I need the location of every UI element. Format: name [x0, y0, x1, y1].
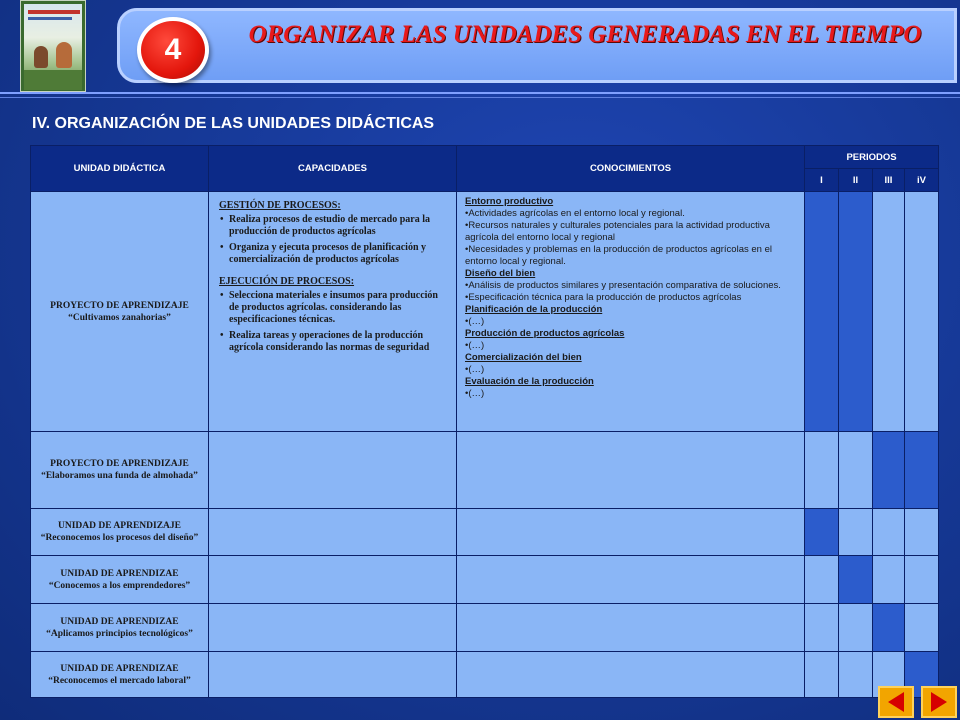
conocimiento-item: •Especificación técnica para la producción de productos agrícolas: [465, 292, 742, 303]
section-title: IV. ORGANIZACIÓN DE LAS UNIDADES DIDÁCTICAS: [32, 115, 435, 132]
header-period-3: III: [873, 169, 905, 192]
conocimiento-item: •Necesidades y problemas en la producción de productos agrícolas en el entorno local y regional.: [465, 244, 772, 267]
period-cell: [873, 509, 905, 556]
conocimiento-item: •Actividades agrícolas en el entorno local y regional.: [465, 208, 685, 219]
period-cell: [839, 432, 873, 509]
conocimiento-heading: Entorno productivo: [465, 196, 554, 207]
divider: [0, 97, 960, 98]
unit-cell: [31, 556, 209, 604]
period-cell: [839, 652, 873, 698]
conocimientos-cell: [457, 652, 805, 698]
table-row: [31, 604, 939, 652]
capacidad-section: EJECUCIÓN DE PROCESOS:: [219, 276, 355, 287]
unit-name: “Elaboramos una funda de almohada”: [41, 471, 198, 481]
unit-cell: [31, 509, 209, 556]
curriculum-logo: [20, 0, 86, 92]
unit-cell: [31, 192, 209, 432]
header-period-4: iV: [905, 169, 939, 192]
unit-cell: [31, 432, 209, 509]
unit-cell: [31, 652, 209, 698]
conocimientos-cell: [457, 192, 805, 432]
conocimientos-cell: [457, 509, 805, 556]
header-conocimientos: CONOCIMIENTOS: [457, 146, 805, 192]
unit-cell: [31, 604, 209, 652]
unit-name: “Aplicamos principios tecnológicos”: [46, 628, 193, 639]
period-cell: [905, 556, 939, 604]
slide-number-badge: [137, 17, 209, 83]
conocimiento-item: •(…): [465, 364, 485, 375]
period-cell: [873, 556, 905, 604]
unit-type: UNIDAD DE APRENDIZAE: [60, 616, 179, 627]
header-unidad: UNIDAD DIDÁCTICA: [31, 146, 209, 192]
period-cell: [873, 604, 905, 652]
capacidad-section: GESTIÓN DE PROCESOS:: [219, 200, 341, 211]
arrow-right-icon: [931, 692, 947, 712]
conocimiento-item: •Recursos naturales y culturales potenciales para la actividad productiva agrícola del entorno local y regional: [465, 220, 770, 243]
conocimiento-item: •(…): [465, 388, 485, 399]
period-cell: [839, 556, 873, 604]
period-cell: [839, 604, 873, 652]
period-cell: [905, 432, 939, 509]
unit-name: “Cultivamos zanahorias”: [68, 312, 171, 323]
unit-name: “Conocemos a los emprendedores”: [48, 580, 191, 591]
capacidades-cell: [209, 652, 457, 698]
unit-type: PROYECTO DE APRENDIZAJE: [50, 300, 189, 311]
capacidad-item: • Realiza tareas y operaciones de la producción agrícola considerando las normas de seguridad: [229, 330, 446, 354]
capacidad-item: • Organiza y ejecuta procesos de planificación y comercialización de productos agrícolas: [229, 242, 446, 266]
header-period-2: II: [839, 169, 873, 192]
unit-type: UNIDAD DE APRENDIZAE: [60, 663, 179, 674]
divider: [0, 92, 960, 94]
period-cell: [905, 509, 939, 556]
next-slide-button[interactable]: [921, 686, 957, 718]
period-cell: [873, 192, 905, 432]
capacidades-cell: [209, 432, 457, 509]
table-row: [31, 509, 939, 556]
header-period-1: I: [805, 169, 839, 192]
logo-image: [24, 4, 82, 88]
conocimiento-item: •(…): [465, 316, 485, 327]
header-periodos: PERIODOS: [805, 146, 939, 169]
page-title: ORGANIZAR LAS UNIDADES GENERADAS EN EL TIEMPO: [248, 21, 922, 48]
period-cell: [905, 192, 939, 432]
unit-name: “Reconocemos los procesos del diseño”: [40, 533, 199, 543]
conocimientos-cell: [457, 432, 805, 509]
arrow-left-icon: [888, 692, 904, 712]
conocimiento-heading: Planificación de la producción: [465, 304, 603, 315]
capacidades-cell: [209, 604, 457, 652]
capacidades-cell: [209, 509, 457, 556]
header-capacidades: CAPACIDADES: [209, 146, 457, 192]
conocimiento-heading: Comercialización del bien: [465, 352, 582, 363]
period-cell: [839, 509, 873, 556]
capacidades-cell: [209, 556, 457, 604]
unit-type: UNIDAD DE APRENDIZAE: [60, 568, 179, 579]
conocimiento-heading: Producción de productos agrícolas: [465, 328, 625, 339]
prev-slide-button[interactable]: [878, 686, 914, 718]
unit-type: UNIDAD DE APRENDIZAJE: [58, 521, 181, 531]
conocimientos-cell: [457, 604, 805, 652]
conocimiento-item: •Análisis de productos similares y presentación comparativa de soluciones.: [465, 280, 781, 291]
table-row: [31, 652, 939, 698]
period-cell: [873, 432, 905, 509]
capacidad-item: • Selecciona materiales e insumos para producción de productos agrícolas. considerando las especificaciones técnicas.: [229, 290, 446, 326]
period-cell: [905, 604, 939, 652]
capacidades-cell: [209, 192, 457, 432]
conocimiento-heading: Diseño del bien: [465, 268, 536, 279]
period-cell: [805, 604, 839, 652]
period-cell: [839, 192, 873, 432]
period-cell: [805, 509, 839, 556]
period-cell: [805, 556, 839, 604]
period-cell: [805, 652, 839, 698]
slide-number: 4: [164, 33, 182, 66]
period-cell: [805, 192, 839, 432]
conocimientos-cell: [457, 556, 805, 604]
unit-type: PROYECTO DE APRENDIZAJE: [50, 459, 189, 469]
table-row: [31, 192, 939, 432]
conocimiento-item: •(…): [465, 340, 485, 351]
unit-name: “Reconocemos el mercado laboral”: [48, 675, 191, 686]
units-table: [30, 145, 939, 698]
table-row: [31, 556, 939, 604]
capacidad-item: • Realiza procesos de estudio de mercado para la producción de productos agrícolas: [229, 214, 446, 238]
conocimiento-heading: Evaluación de la producción: [465, 376, 594, 387]
table-row: [31, 432, 939, 509]
period-cell: [805, 432, 839, 509]
